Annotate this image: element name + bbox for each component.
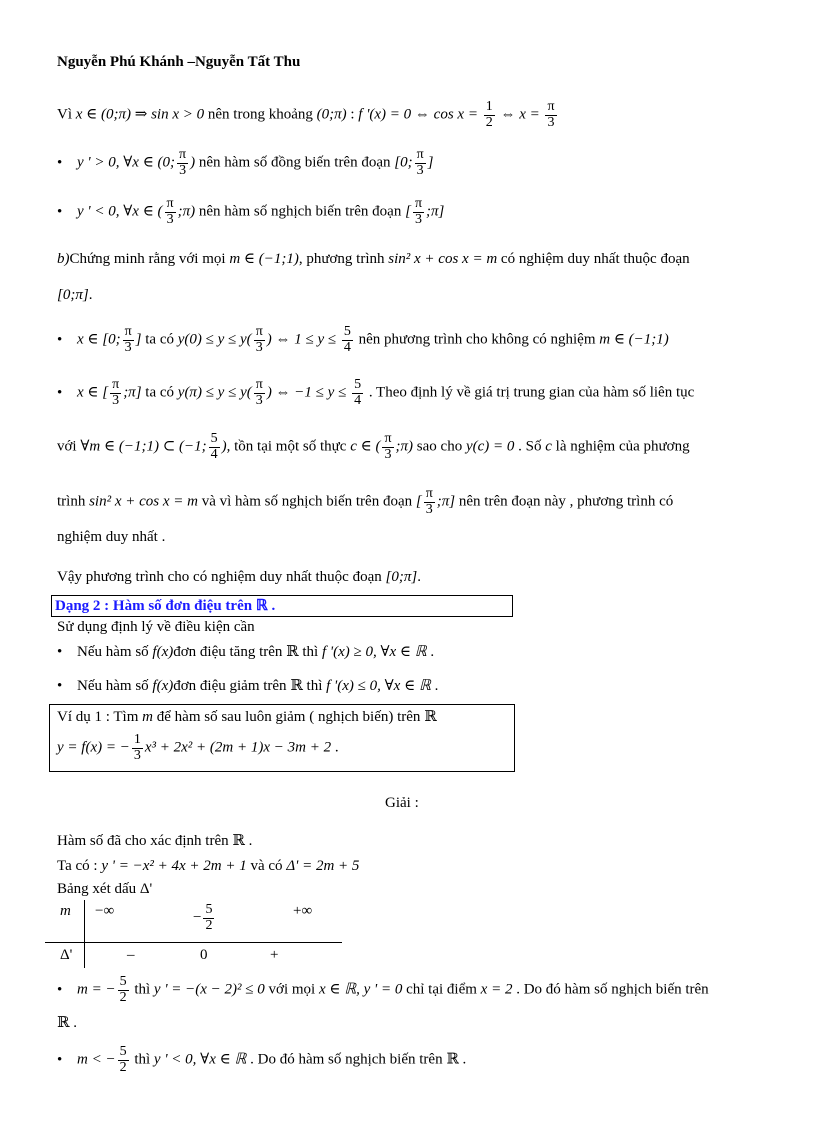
table-sign-zero: 0 — [200, 947, 208, 963]
unique-solution-line: nghiệm duy nhất . — [57, 529, 166, 545]
text: sao cho — [413, 438, 466, 455]
math: ;π) — [177, 203, 196, 220]
math: ℝ — [446, 1051, 459, 1068]
case-m-equal-cont: ℝ . — [57, 1015, 77, 1031]
math: f '(x) = 0 ⇔ cos x = — [358, 106, 482, 123]
math: [0;π] — [385, 569, 418, 585]
text: thì — [302, 678, 327, 694]
text: Ví dụ 1 : Tìm — [57, 709, 143, 725]
text: đơn điệu giảm trên — [173, 678, 291, 694]
math: y ' = −(x − 2)² ≤ 0 — [153, 981, 265, 998]
solution-derivative — [57, 857, 359, 875]
math: ] — [427, 154, 434, 171]
text: . Số — [514, 438, 546, 455]
math: m ∈ (−1;1) — [599, 331, 669, 348]
math: ;π) — [395, 438, 414, 455]
math: ) — [221, 438, 227, 455]
math: m < − — [77, 1051, 116, 1068]
text: Vậy phương trình cho có nghiệm duy nhất thuộc đoạn — [57, 569, 386, 585]
section-title: Dạng 2 : Hàm số đơn điệu trên ℝ . — [55, 598, 276, 614]
math: y = f(x) = − — [57, 739, 130, 756]
fraction: $\frac{5}{4}$ — [343, 324, 351, 355]
bullet-icon: • — [57, 154, 63, 171]
text: . — [417, 569, 421, 585]
math: m ∈ (−1;1) — [229, 251, 299, 267]
text: Ta có : — [57, 858, 102, 874]
fraction: $\frac{5}{4}$ — [354, 377, 362, 408]
math: [ — [415, 493, 422, 510]
text: . Theo định lý về giá trị trung gian của hàm số liên tục — [365, 384, 695, 401]
fraction: $\frac{\pi}{3}$ — [384, 431, 392, 462]
text: Chứng minh rằng với mọi — [69, 251, 230, 267]
bullet-line-case-1 — [57, 325, 669, 355]
sign-table-caption: Bảng xét dấu Δ' — [57, 881, 153, 897]
table-label-delta: Δ' — [60, 947, 73, 963]
text: và có — [246, 858, 287, 874]
text: ta có — [141, 331, 178, 348]
equation-line — [57, 487, 673, 517]
math: x³ + 2x² + (2m + 1)x − 3m + 2 — [144, 739, 332, 756]
example-title — [57, 708, 437, 726]
bullet-icon: • — [57, 678, 63, 694]
text: Nếu hàm số — [77, 644, 153, 660]
line-1 — [57, 100, 559, 130]
text: nên phương trình cho không có nghiệm — [354, 331, 600, 348]
text: . — [244, 833, 253, 849]
math: sin² x + cos x = m — [89, 493, 198, 510]
math: x = 2 — [480, 981, 513, 998]
math: Δ' = 2m + 5 — [286, 858, 360, 874]
header-authors: Nguyễn Phú Khánh –Nguyễn Tất Thu — [57, 54, 301, 70]
math: [0;π] — [57, 287, 89, 303]
text: và vì hàm số nghịch biến trên đoạn — [197, 493, 416, 510]
math: x ∈ [ — [77, 384, 109, 401]
text: . — [331, 739, 339, 756]
text: với — [57, 438, 81, 455]
text: Nếu hàm số — [77, 678, 153, 694]
table-neg-inf: −∞ — [95, 903, 115, 919]
text: , tồn tại một số thực — [226, 438, 351, 455]
table-vertical-rule — [84, 900, 85, 968]
math: x ∈ ℝ, y ' = 0 — [318, 981, 403, 998]
math: b) — [57, 251, 70, 267]
text: nên hàm số đồng biến trên đoạn — [195, 154, 395, 171]
math: y ' > 0, ∀x ∈ (0; — [77, 154, 176, 171]
table-critical-value: − $\frac{5}{2}$ — [193, 902, 213, 933]
text: đơn điệu tăng trên — [173, 644, 287, 660]
math: c ∈ ( — [350, 438, 381, 455]
math: ) ⇔ −1 ≤ y ≤ — [266, 384, 351, 401]
fraction: $\frac{5}{4}$ — [210, 431, 218, 462]
text: thì — [130, 981, 154, 998]
fraction: $\frac{\pi}{3}$ — [416, 147, 424, 178]
case-m-equal — [57, 975, 709, 1005]
bullet-icon: • — [57, 1051, 63, 1068]
solution-domain — [57, 832, 252, 850]
solution-title: Giải : — [385, 795, 419, 811]
text: Vì — [57, 106, 76, 123]
fraction: $\frac{\pi}{3}$ — [414, 196, 423, 227]
text: chỉ tại điểm — [402, 981, 481, 998]
table-sign-left: – — [127, 947, 135, 963]
bullet-icon: • — [57, 331, 63, 348]
bullet-icon: • — [57, 203, 63, 220]
fraction: $\frac{5}{2}$ — [119, 1044, 127, 1075]
text: : — [346, 106, 359, 123]
fraction: $\frac{\pi}{3}$ — [166, 196, 174, 227]
bullet-line-case-2 — [57, 378, 694, 408]
text: Hàm số đã cho xác định trên — [57, 833, 233, 849]
intermediate-value-line — [57, 432, 690, 462]
math: f(x) — [152, 678, 174, 694]
bullet-line-increasing — [57, 148, 434, 178]
fraction: $\frac{\pi}{3}$ — [255, 377, 263, 408]
text: nên hàm số nghịch biến trên đoạn — [195, 203, 406, 220]
math: m — [142, 709, 153, 725]
math: sin² x + cos x = m — [388, 251, 498, 267]
math: c — [545, 438, 552, 455]
math: ;π] — [123, 384, 142, 401]
example-function — [57, 733, 339, 763]
math: ∀m ∈ (−1;1) ⊂ (−1; — [80, 438, 207, 455]
text: thì — [130, 1051, 154, 1068]
text: thì — [298, 644, 322, 660]
text: . — [458, 1051, 467, 1068]
text: trình — [57, 493, 90, 510]
math: y ' < 0, ∀x ∈ ( — [77, 203, 163, 220]
fraction: $\frac{\pi}{3}$ — [112, 377, 120, 408]
fraction: $\frac{\pi}{3}$ — [179, 147, 187, 178]
text: . — [88, 287, 93, 303]
condition-bullet-increasing — [57, 643, 434, 661]
text: là nghiệm của phương — [551, 438, 690, 455]
math: f '(x) ≤ 0, ∀x ∈ ℝ — [326, 678, 431, 694]
math: ;π] — [426, 203, 445, 220]
text: có nghiệm duy nhất thuộc đoạn — [497, 251, 690, 267]
text: . — [426, 644, 435, 660]
math: ) — [190, 154, 196, 171]
fraction: $\frac{\pi}{3}$ — [425, 486, 433, 517]
math: [ — [405, 203, 411, 220]
math: y ' < 0, ∀x ∈ ℝ — [153, 1051, 247, 1068]
math: y ' = −x² + 4x + 2m + 1 — [101, 858, 247, 874]
fraction: $\frac{\pi}{3}$ — [547, 99, 555, 130]
text: với mọi — [264, 981, 319, 998]
fraction: $\frac{1}{3}$ — [133, 732, 141, 763]
text: , phương trình — [298, 251, 389, 267]
math: ℝ — [232, 833, 245, 849]
math: ℝ — [424, 709, 437, 725]
table-label-m: m — [60, 903, 71, 919]
text: để hàm số sau luôn giảm ( nghịch biến) trên — [153, 709, 425, 725]
math: ) ⇔ 1 ≤ y ≤ — [266, 331, 340, 348]
text: ta có — [141, 384, 178, 401]
fraction: $\frac{1}{2}$ — [485, 99, 493, 130]
bullet-icon: • — [57, 384, 63, 401]
math: [0; — [394, 154, 413, 171]
math: y(c) = 0 — [465, 438, 515, 455]
table-pos-inf: +∞ — [293, 903, 313, 919]
fraction: $\frac{\pi}{3}$ — [124, 324, 132, 355]
table-sign-right: + — [270, 947, 279, 963]
math: y(π) ≤ y ≤ y( — [177, 384, 252, 401]
table-horizontal-rule — [45, 942, 342, 943]
math: x ∈ [0; — [77, 331, 121, 348]
math: m = − — [77, 981, 116, 998]
math: f(x) — [152, 644, 174, 660]
part-b-statement — [57, 250, 690, 268]
bullet-icon: • — [57, 644, 63, 660]
conclusion-line — [57, 568, 421, 586]
condition-intro: Sử dụng định lý về điều kiện cần — [57, 619, 255, 635]
bullet-line-decreasing — [57, 197, 444, 227]
math: ⇔ x = — [496, 106, 544, 123]
text: . Do đó hàm số nghịch biến trên — [512, 981, 709, 998]
math: ] — [135, 331, 142, 348]
math: ;π] — [436, 493, 456, 510]
condition-bullet-decreasing — [57, 677, 438, 695]
math: (0;π) — [316, 106, 347, 123]
text: nên trong khoảng — [204, 106, 317, 123]
text: . — [430, 678, 439, 694]
math: y(0) ≤ y ≤ y( — [177, 331, 252, 348]
case-m-less — [57, 1045, 466, 1075]
bullet-icon: • — [57, 981, 63, 998]
math: ℝ — [286, 644, 299, 660]
text: . Do đó hàm số nghịch biến trên — [246, 1051, 447, 1068]
math: f '(x) ≥ 0, ∀x ∈ ℝ — [321, 644, 427, 660]
text: nên trên đoạn này , phương trình có — [455, 493, 674, 510]
fraction: $\frac{\pi}{3}$ — [255, 324, 263, 355]
fraction: $\frac{5}{2}$ — [119, 974, 127, 1005]
math: ℝ — [290, 678, 303, 694]
math: x ∈ (0;π) ⇒ sin x > 0 — [75, 106, 205, 123]
part-b-interval — [57, 286, 92, 304]
